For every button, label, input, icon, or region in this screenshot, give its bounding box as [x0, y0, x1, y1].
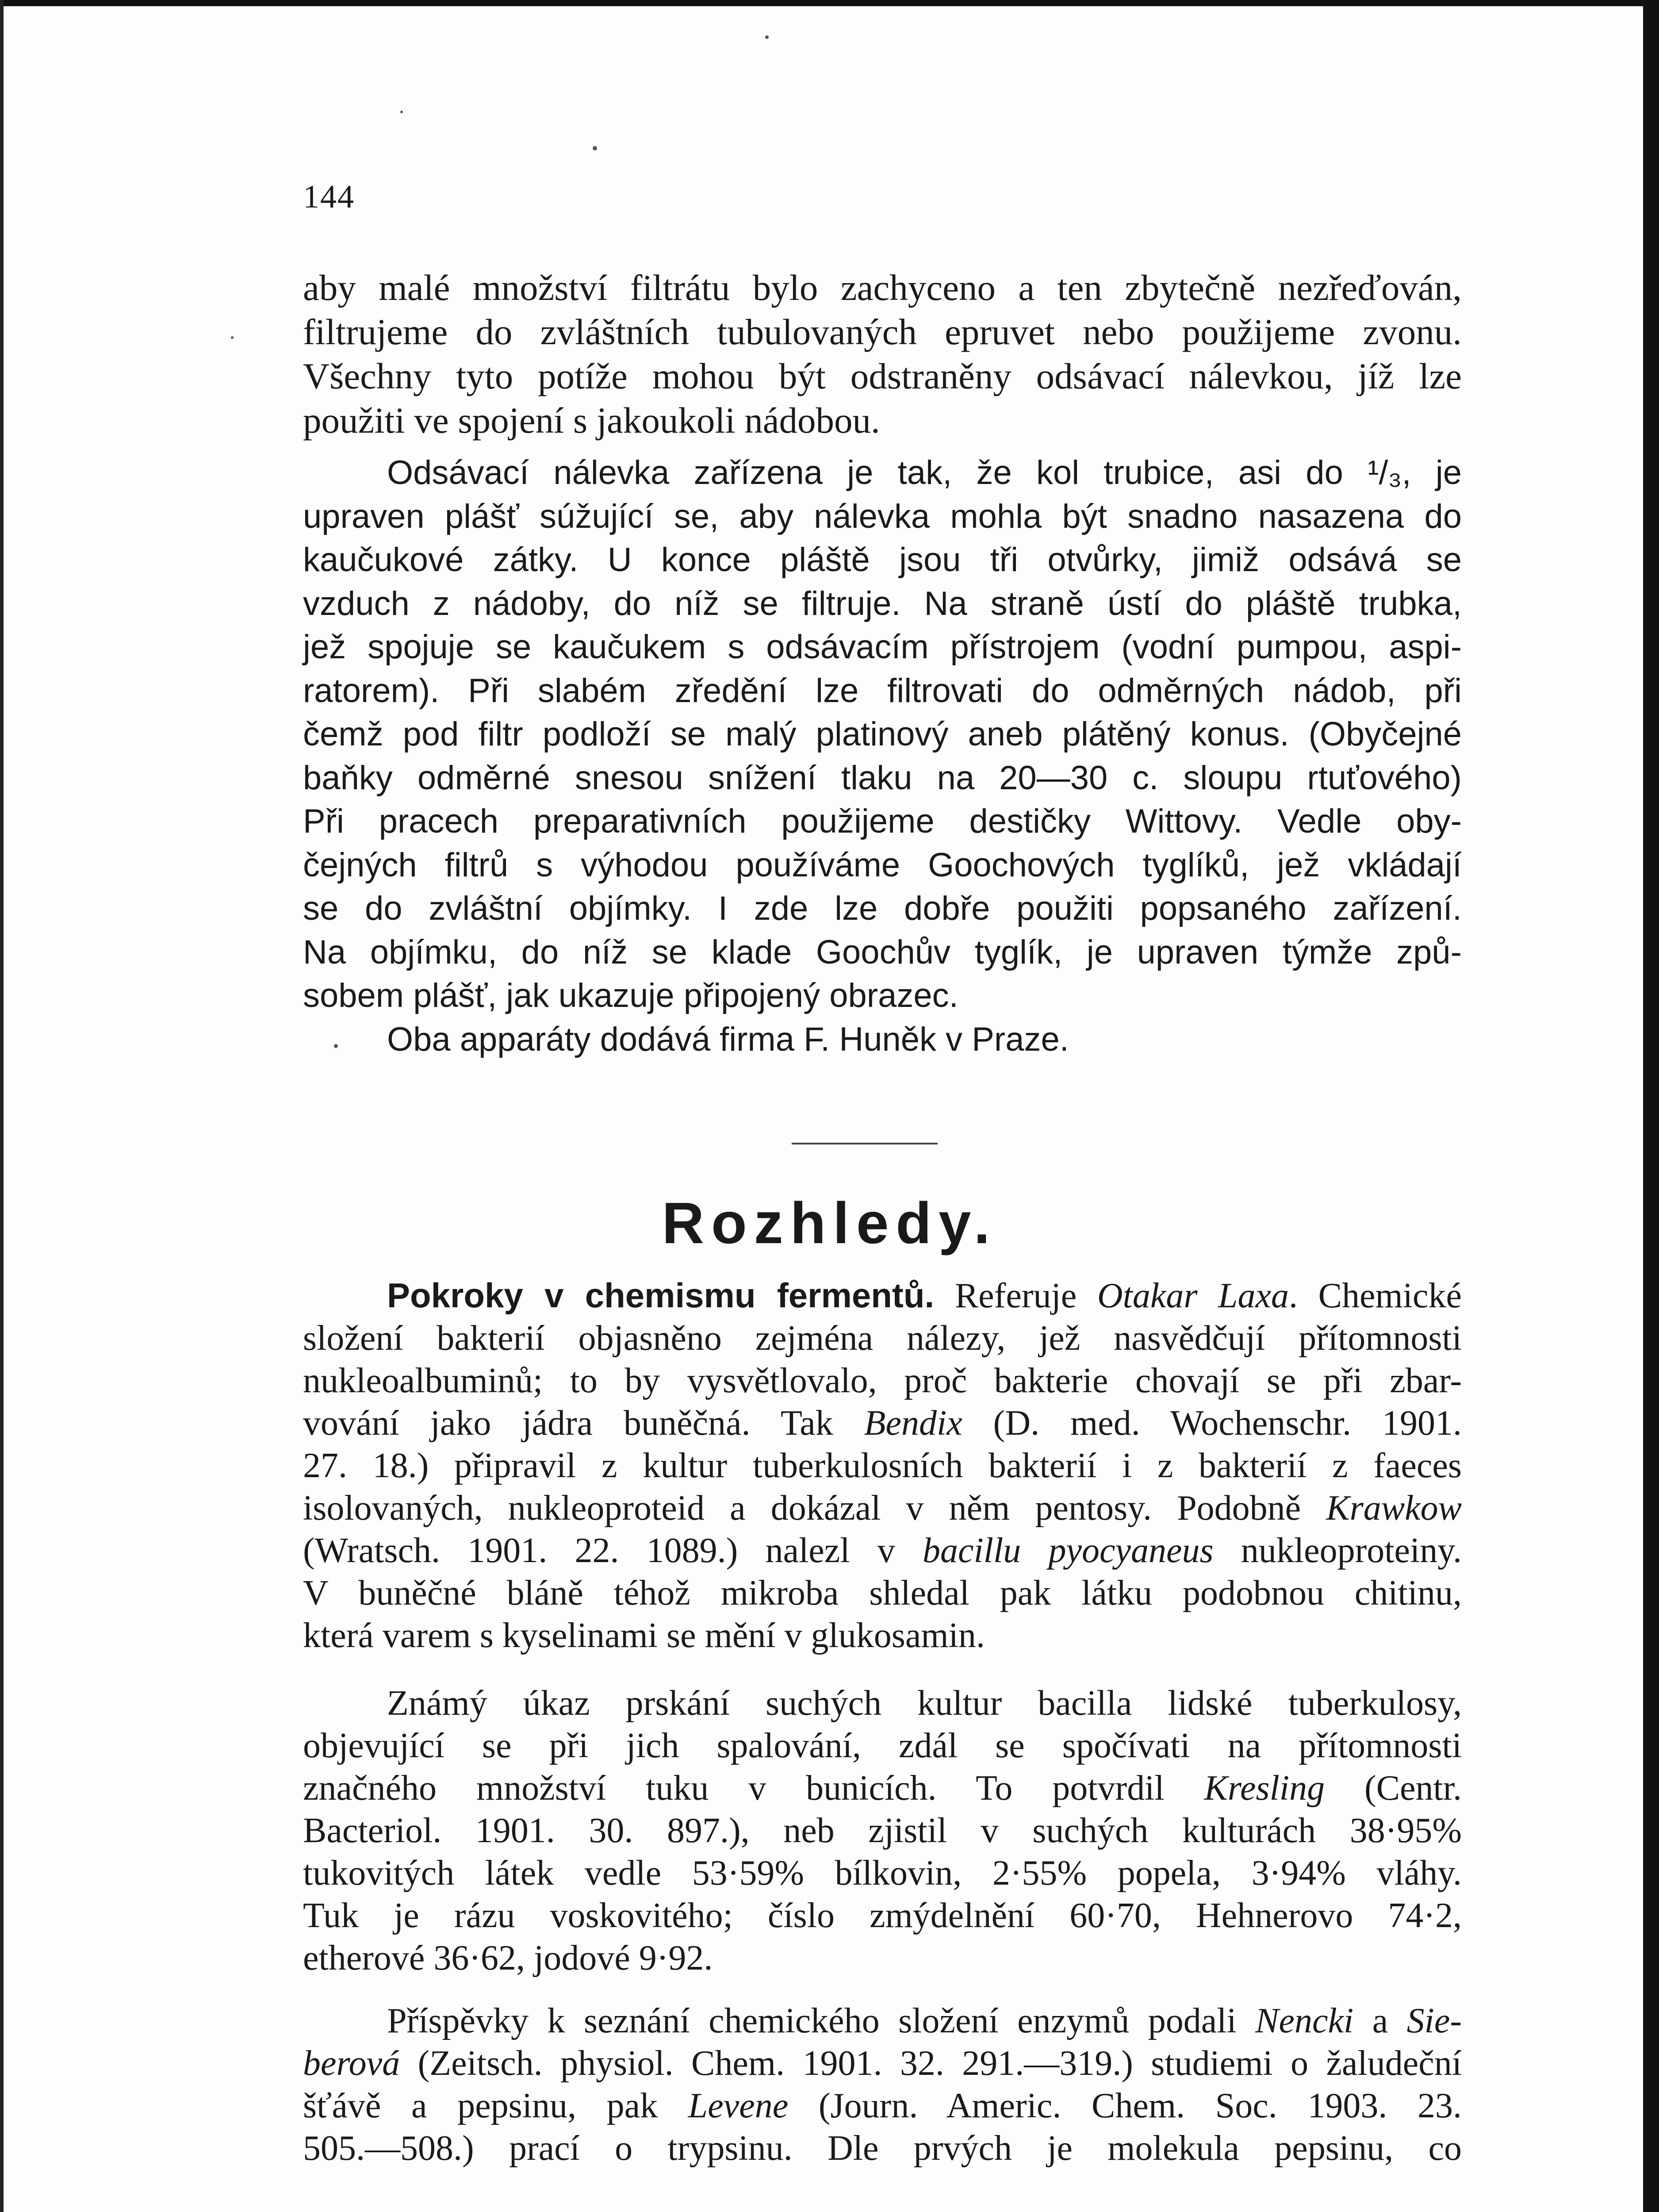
text-line: upraven plášť súžující se, aby nálevka mohla být snadno nasazena do — [303, 497, 1462, 535]
text-line: sobem plášť, jak ukazuje připojený obrazec. — [303, 977, 958, 1014]
text-line: čemž pod filtr podloží se malý platinový aneb plátěný konus. (Obyčejné — [303, 715, 1462, 753]
text-fragment: (Journ. Americ. Chem. Soc. 1903. 23. — [818, 2086, 1462, 2125]
text-line: která varem s kyselinami se mění v glukosamin. — [303, 1616, 985, 1655]
text-line: 505.—508.) prací o trypsinu. Dle prvých je molekula pepsinu, co — [303, 2129, 1462, 2168]
cited-author: Bendix — [864, 1404, 962, 1443]
scan-speck — [231, 336, 234, 339]
text-fragment: (Centr. — [1364, 1769, 1462, 1808]
text-line — [303, 1529, 1462, 1572]
text-line — [303, 1402, 1462, 1444]
section-divider — [792, 1143, 938, 1144]
punctuation: . — [1289, 1276, 1298, 1315]
text-fragment: (Zeitsch. physiol. Chem. 1901. 32. 291.—319.) studiemi o žaludeční — [418, 2044, 1462, 2083]
cited-author: Levene — [688, 2086, 789, 2125]
text-line: objevující se při jich spalování, zdál se spočívati na přítomnosti — [303, 1726, 1462, 1765]
scan-speck — [765, 35, 769, 39]
text-line — [303, 2000, 1462, 2042]
reviewer-name: Otakar Laxa — [1097, 1276, 1289, 1315]
text-line: baňky odměrné snesou snížení tlaku na 20—30 c. sloupu rtuťového) — [303, 759, 1462, 797]
scan-edge-top — [0, 0, 1659, 6]
text-fragment: vování jako jádra buněčná. Tak — [303, 1404, 833, 1443]
text-line: kaučukové zátky. U konce pláště jsou tři otvůrky, jimiž odsává se — [303, 541, 1462, 579]
text-line: použiti ve spojení s jakoukoli nádobou. — [303, 400, 880, 441]
review-paragraph-2 — [303, 1682, 1462, 1979]
text-line: etherové 36·62, jodové 9·92. — [303, 1939, 713, 1978]
text-line: vzduch z nádoby, do níž se filtruje. Na straně ústí do pláště trubka, — [303, 584, 1462, 622]
text-line: tukovitých látek vedle 53·59% bílkovin, 2·55% popela, 3·94% vláhy. — [303, 1854, 1462, 1893]
cited-author: Sie- — [1406, 2001, 1462, 2040]
text-line: složení bakterií objasněno zejména nálezy, jež nasvědčují přítomnosti — [303, 1319, 1462, 1358]
text-line: filtrujeme do zvláštních tubulovaných epruvet nebo použijeme zvonu. — [303, 311, 1462, 352]
apparatus-description — [303, 451, 1462, 1061]
cited-author: Nencki — [1255, 2001, 1354, 2040]
text-fragment: (Wratsch. 1901. 22. 1089.) nalezl v — [303, 1531, 895, 1570]
text-line — [303, 2042, 1462, 2085]
text-line: Všechny tyto potíže mohou být odstraněny odsávací nálevkou, jíž lze — [303, 356, 1462, 396]
scan-edge-left — [0, 0, 4, 2212]
text-line: Na objímku, do níž se klade Goochův tyglík, je upraven týmže způ- — [303, 933, 1462, 971]
text-line: Oba apparáty dodává firma F. Huněk v Praze. — [387, 1020, 1069, 1058]
text-fragment: isolovaných, nukleoproteid a dokázal v něm pentosy. Podobně — [303, 1489, 1301, 1528]
text-line: čejných filtrů s výhodou používáme Goochových tyglíků, jež vkládají — [303, 846, 1462, 884]
text-line: Bacteriol. 1901. 30. 897.), neb zjistil v suchých kulturách 38·95% — [303, 1811, 1462, 1850]
page-number: 144 — [303, 179, 355, 215]
text-fragment: nukleoproteiny. — [1241, 1531, 1462, 1570]
text-line — [303, 2085, 1462, 2127]
cited-author: Kresling — [1204, 1769, 1325, 1808]
review-paragraph-1 — [303, 1274, 1462, 1657]
text-line: ratorem). Při slabém zředění lze filtrovati do odměrných nádob, při — [303, 672, 1462, 710]
species-name: bacillu pyocyaneus — [923, 1531, 1214, 1570]
text-line — [303, 1487, 1462, 1529]
text-line: V buněčné bláně téhož mikroba shledal pak látku podobnou chitinu, — [303, 1574, 1462, 1613]
text-line: jež spojuje se kaučukem s odsávacím přístrojem (vodní pumpou, aspi- — [303, 628, 1462, 666]
scan-speck — [400, 111, 403, 113]
review-intro: Referuje — [954, 1276, 1077, 1315]
text-fragment: (D. med. Wochenschr. 1901. — [993, 1404, 1462, 1443]
section-title: Rozhledy. — [662, 1190, 997, 1256]
text-line: se do zvláštní objímky. I zde lze dobře použiti popsaného zařízení. — [303, 890, 1462, 927]
text-line: nukleoalbuminů; to by vysvětlovalo, proč bakterie chovají se při zbar- — [303, 1361, 1462, 1400]
scan-edge-right — [1643, 0, 1659, 2212]
text-line: 27. 18.) připravil z kultur tuberkulosních bakterií i z bakterií z faeces — [303, 1446, 1462, 1485]
scan-speck — [593, 146, 597, 150]
text-line: Při pracech preparativních použijeme destičky Wittovy. Vedle oby- — [303, 803, 1462, 840]
review-paragraph-3 — [303, 2000, 1462, 2170]
text-line — [303, 1767, 1462, 1809]
continuation-paragraph — [303, 265, 1462, 442]
text-fragment: Příspěvky k seznání chemického složení enzymů podali — [387, 2001, 1237, 2040]
text-line: Tuk je rázu voskovitého; číslo zmýdelnění 60·70, Hehnerovo 74·2, — [303, 1896, 1462, 1935]
text-fragment: značného množství tuku v bunicích. To potvrdil — [303, 1769, 1165, 1808]
cited-author: Krawkow — [1326, 1489, 1462, 1528]
text-fragment: Chemické — [1318, 1276, 1462, 1315]
text-line — [303, 1274, 1462, 1317]
review-heading: Pokroky v chemismu fermentů. — [387, 1276, 935, 1315]
cited-author: berová — [303, 2044, 400, 2083]
text-fragment: a — [1372, 2001, 1388, 2040]
text-line: aby malé množství filtrátu bylo zachyceno a ten zbytečně nezřeďován, — [303, 267, 1462, 308]
text-fragment: šťávě a pepsinu, pak — [303, 2086, 658, 2125]
text-line: Známý úkaz prskání suchých kultur bacilla lidské tuberkulosy, — [387, 1684, 1462, 1723]
text-line: Odsávací nálevka zařízena je tak, že kol trubice, asi do ¹/₃, je — [387, 454, 1462, 492]
